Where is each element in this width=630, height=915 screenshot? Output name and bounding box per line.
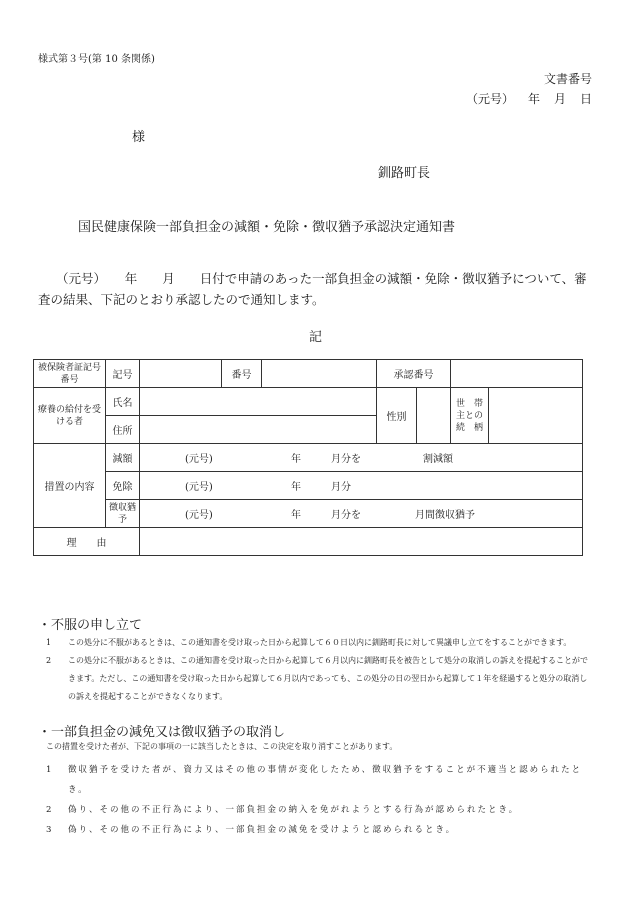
measures-label: 措置の内容 bbox=[34, 444, 106, 528]
approval-number-value bbox=[451, 360, 583, 388]
item-number: 3 bbox=[46, 825, 52, 835]
gender-label: 性別 bbox=[377, 388, 417, 444]
symbol-value bbox=[140, 360, 222, 388]
item-text: この処分に不服があるときは、この通知書を受け取った日から起算して６０日以内に釧路町長に対して異議申し立てをすることができます。 bbox=[68, 638, 572, 647]
gender-value bbox=[417, 388, 451, 444]
number-value bbox=[262, 360, 377, 388]
item-number: 1 bbox=[46, 765, 52, 775]
item-text: 偽り、その他の不正行為により、一部負担金の納入を免がれようとする行為が認められたとき。 bbox=[68, 805, 520, 815]
date-line bbox=[452, 90, 592, 107]
deferral-label: 徴収猶予 bbox=[106, 500, 140, 528]
date-day: 日 bbox=[579, 92, 592, 106]
name-label: 氏名 bbox=[106, 388, 140, 416]
item-text: この処分に不服があるときは、この通知書を受け取った日から起算して６月以内に釧路町長を被告として処分の取消しの訴えを提起することができます。ただし、この通知書を受け取った日から起算して６月以内であっても、この処分の日の翌日から起算して１年を経過すると処分の取消しの訴えを提起することができなくなります。 bbox=[68, 656, 588, 701]
item-text: 偽り、その他の不正行為により、一部負担金の減免を受けようと認められるとき。 bbox=[68, 825, 457, 835]
reduction-label: 減額 bbox=[106, 444, 140, 472]
deferral-era: (元号) bbox=[185, 510, 213, 521]
reduction-year: 年 bbox=[291, 454, 301, 465]
name-value bbox=[140, 388, 377, 416]
objection-heading: ・不服の申し立て bbox=[38, 618, 143, 633]
issuer: 釧路町長 bbox=[378, 166, 431, 181]
reduction-line bbox=[140, 444, 583, 472]
item-number: 2 bbox=[46, 656, 52, 665]
form-label: 様式第３号(第 10 条関係) bbox=[38, 54, 155, 65]
table-row bbox=[34, 500, 583, 528]
exemption-era: (元号) bbox=[185, 482, 213, 493]
deferral-year: 年 bbox=[291, 510, 301, 521]
table-row bbox=[34, 360, 583, 388]
reduction-suffix: 割減額 bbox=[423, 454, 453, 465]
symbol-label: 記号 bbox=[106, 360, 140, 388]
date-year: 年 bbox=[527, 92, 540, 106]
list-item bbox=[46, 800, 594, 820]
deferral-line bbox=[140, 500, 583, 528]
list-item bbox=[46, 820, 594, 840]
reduction-era: (元号) bbox=[185, 454, 213, 465]
table-row bbox=[34, 528, 583, 556]
number-label: 番号 bbox=[222, 360, 262, 388]
approval-number-label: 承認番号 bbox=[377, 360, 451, 388]
recipient-label: 療養の給付を受ける者 bbox=[34, 388, 106, 444]
table-row bbox=[34, 472, 583, 500]
deferral-month: 月分を bbox=[331, 510, 361, 521]
table-row bbox=[34, 388, 583, 416]
list-item bbox=[46, 652, 594, 706]
reason-label: 理 由 bbox=[34, 528, 140, 556]
item-text: 徴収猶予を受けた者が、資力又はその他の事情が変化したため、徴収猶予をすることが不適当と認められたとき。 bbox=[68, 765, 583, 795]
document-number-label: 文書番号 bbox=[543, 72, 592, 86]
reason-value bbox=[140, 528, 583, 556]
notice-form-table bbox=[33, 359, 583, 556]
item-number: 2 bbox=[46, 805, 52, 815]
address-value bbox=[140, 416, 377, 444]
ki-marker: 記 bbox=[309, 330, 323, 345]
householder-relation-value bbox=[489, 388, 583, 444]
list-item bbox=[46, 760, 594, 800]
body-text: （元号） 年 月 日付で申請のあった一部負担金の減額・免除・徴収猶予について、審査の結果、下記のとおり承認したので通知します。 bbox=[38, 271, 587, 307]
exemption-month: 月分 bbox=[331, 482, 351, 493]
deferral-suffix: 月間徴収猶予 bbox=[415, 510, 475, 521]
address-label: 住所 bbox=[106, 416, 140, 444]
cancellation-heading: ・一部負担金の減免又は徴収猶予の取消し bbox=[38, 725, 286, 740]
document-title: 国民健康保険一部負担金の減額・免除・徴収猶予承認決定通知書 bbox=[78, 220, 456, 235]
reduction-month: 月分を bbox=[331, 454, 361, 465]
date-era: （元号） bbox=[465, 92, 514, 106]
item-number: 1 bbox=[46, 638, 52, 647]
list-item bbox=[46, 634, 594, 652]
cancellation-list bbox=[46, 760, 594, 840]
exemption-label: 免除 bbox=[106, 472, 140, 500]
objection-list bbox=[46, 634, 594, 706]
exemption-line bbox=[140, 472, 583, 500]
exemption-year: 年 bbox=[291, 482, 301, 493]
date-month: 月 bbox=[553, 92, 566, 106]
insured-id-label: 被保険者証記号番号 bbox=[34, 360, 106, 388]
householder-relation-label: 世 帯主との続 柄 bbox=[451, 388, 489, 444]
addressee: 様 bbox=[132, 130, 146, 145]
table-row bbox=[34, 444, 583, 472]
cancellation-intro: この措置を受けた者が、下記の事項の一に該当したときは、この決定を取り消すことがあります。 bbox=[46, 742, 398, 751]
